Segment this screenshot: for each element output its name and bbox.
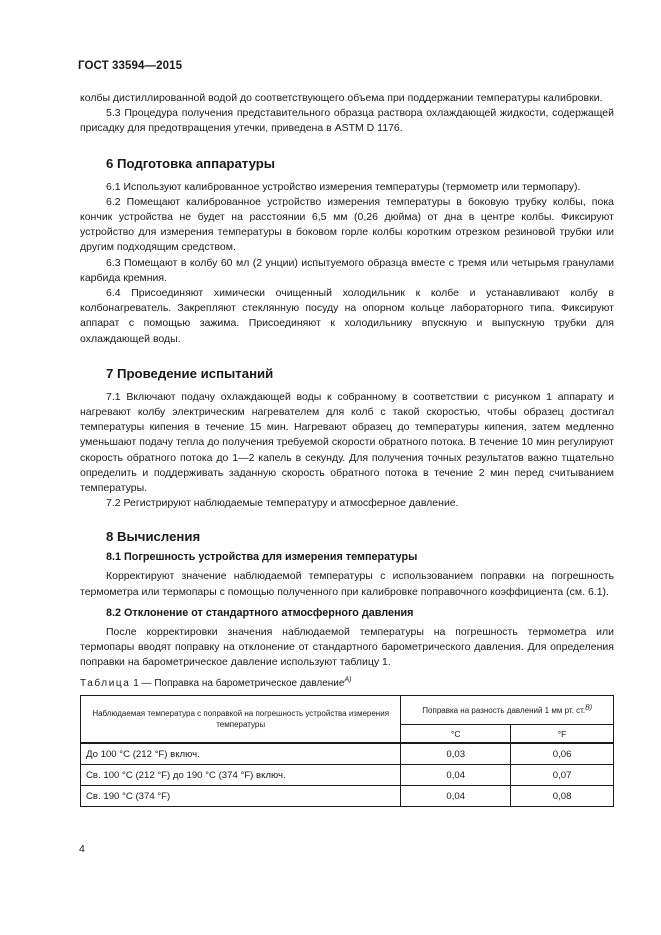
page-content bbox=[80, 91, 614, 807]
celsius-correction-cell: 0,04 bbox=[401, 786, 511, 807]
section-8-1-paragraph: Корректируют значение наблюдаемой температуры с использованием поправки на погрешность термометра или термопары с помощью полученного при калибровке поправочного коэффициента (см. 6.1). bbox=[80, 570, 614, 598]
section-6-title: 6 Подготовка аппаратуры bbox=[106, 155, 276, 171]
section-8-2-title: 8.2 Отклонение от стандартного атмосферного давления bbox=[106, 606, 414, 619]
fahrenheit-correction-cell: 0,08 bbox=[511, 786, 614, 807]
section-8-2-paragraph: После корректировки значения наблюдаемой температуры на погрешность термометра или термопары вводят поправку на отклонение от стандартного барометрического давления. Для определения поправки на барометрическое давление используют таблицу 1. bbox=[80, 625, 614, 669]
section-7-title: 7 Проведение испытаний bbox=[106, 365, 274, 381]
temperature-range-cell: Св. 100 °C (212 °F) до 190 °C (374 °F) включ. bbox=[81, 765, 401, 786]
section-6-paragraph-3: 6.3 Помещают в колбу 60 мл (2 унции) испытуемого образца вместе с тремя или четырьмя гранулами карбида кремния. bbox=[80, 256, 614, 284]
correction-column-header bbox=[401, 696, 614, 725]
section-7-paragraph-1: 7.1 Включают подачу охлаждающей воды к собранному в соответствии с рисунком 1 аппарату и нагревают колбу электрическим нагревателем для колб с такой скоростью, чтобы образец достигал температуры кипения в течение 15 мин. Нагревают образец до температуры кипения, затем медленно уменьшают подачу тепла до получения требуемой скорости обратного потока. В течение 10 мин регулируют скорость обратного потока до 1—2 капель в секунду. Для получения точных результатов важно тщательно определить и поддерживать заданную скорость обратного потока в течение 2 мин перед считыванием температуры. bbox=[80, 390, 614, 495]
section-6-paragraph-1: 6.1 Используют калиброванное устройство измерения температуры (термометр или термопару). bbox=[106, 180, 581, 193]
celsius-column-header: °C bbox=[401, 725, 511, 744]
fahrenheit-column-header: °F bbox=[511, 725, 614, 744]
table-caption-word: Таблица bbox=[80, 678, 131, 690]
table-row bbox=[81, 743, 614, 765]
standard-code: ГОСТ 33594—2015 bbox=[78, 60, 183, 72]
fahrenheit-correction-cell: 0,07 bbox=[511, 765, 614, 786]
correction-header-footnote-mark: B) bbox=[585, 704, 593, 712]
section-6-paragraph-2: 6.2 Помещают калиброванное устройство измерения температуры в боковую трубку колбы, пока кончик устройства не будет на расстоянии 6,5 мм (0,26 дюйма) от дна в центре колбы. Фиксируют устройство для измерения температуры в боковом горле колбы коротким отрезком резиновой трубки или другим подходящим средством. bbox=[80, 195, 614, 254]
table-caption-text: 1 — Поправка на барометрическое давление bbox=[130, 678, 345, 690]
section-6-paragraph-4: 6.4 Присоединяют химически очищенный холодильник к колбе и устанавливают колбу в колбонагреватель. Закрепляют стеклянную посуду на опорном кольце лабораторного типа. Фиксируют аппарат с помощью зажима. Присоединяют к холодильнику впускную и выпускную трубки для охлаждающей воды. bbox=[80, 287, 614, 345]
barometric-correction-table bbox=[80, 695, 614, 807]
intro-paragraph-1: колбы дистиллированной водой до соответствующего объема при поддержании температуры калибровки. bbox=[80, 92, 603, 104]
celsius-correction-cell: 0,03 bbox=[401, 743, 511, 765]
page-number: 4 bbox=[79, 843, 85, 855]
temperature-column-header: Наблюдаемая температура с поправкой на погрешность устройства измерения температуры bbox=[81, 696, 401, 744]
section-8-title: 8 Вычисления bbox=[106, 529, 201, 545]
celsius-correction-cell: 0,04 bbox=[401, 765, 511, 786]
table-row bbox=[81, 786, 614, 807]
section-8-1-title: 8.1 Погрешность устройства для измерения температуры bbox=[106, 551, 418, 564]
table-caption-footnote-mark: A) bbox=[344, 677, 352, 685]
temperature-range-cell: Св. 190 °C (374 °F) bbox=[81, 786, 401, 807]
fahrenheit-correction-cell: 0,06 bbox=[511, 743, 614, 765]
section-7-paragraph-2: 7.2 Регистрируют наблюдаемые температуру и атмосферное давление. bbox=[106, 497, 459, 510]
correction-header-text: Поправка на разность давлений 1 мм рт. ст. bbox=[422, 705, 586, 715]
temperature-range-cell: До 100 °C (212 °F) включ. bbox=[81, 743, 401, 765]
intro-paragraph-2: 5.3 Процедура получения представительного образца раствора охлаждающей жидкости, содержащей присадку для предотвращения утечки, приведена в ASTM D 1176. bbox=[80, 107, 614, 135]
table-1-caption bbox=[80, 678, 614, 689]
table-row bbox=[81, 765, 614, 786]
